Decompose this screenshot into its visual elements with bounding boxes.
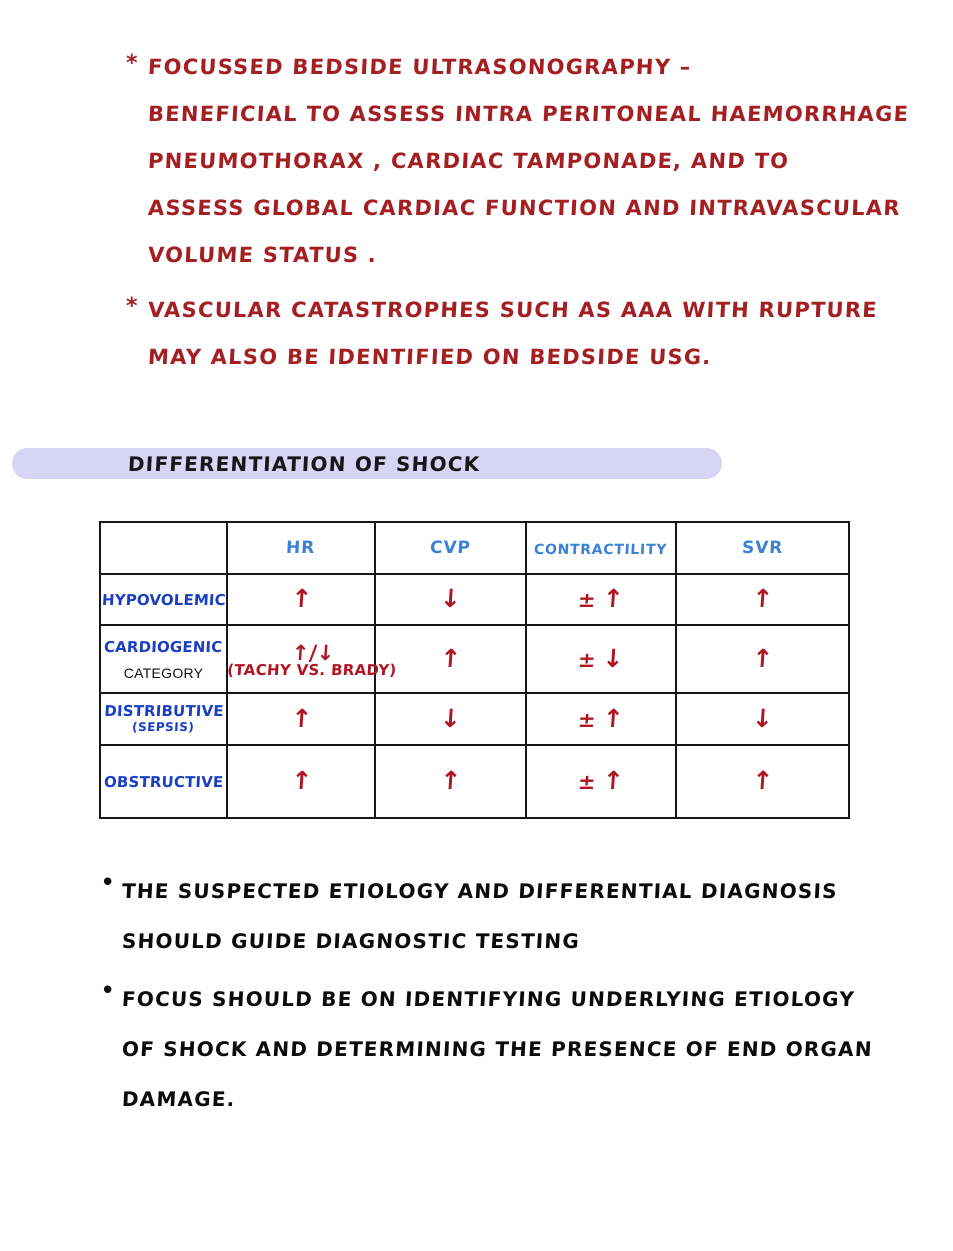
cell-value: ↑ <box>751 766 775 796</box>
cell-note: (TACHY VS. BRADY) <box>226 661 398 680</box>
cell-value <box>577 643 625 673</box>
dot-bullet-icon: • <box>100 868 116 898</box>
cell-value: ↑ <box>751 584 775 614</box>
row-header-distributive <box>100 693 227 745</box>
cell-obstructive-svr <box>676 745 849 818</box>
note-line: VOLUME STATUS . <box>147 243 378 267</box>
cell-value: ↓ <box>439 703 463 733</box>
cell-value <box>577 586 624 612</box>
cell-hypovolemic-contractility <box>526 574 676 625</box>
black-notes-block <box>100 866 920 1124</box>
note-bullet <box>100 866 920 966</box>
cell-arrow: ↑ <box>601 584 625 614</box>
cell-value: ↓ <box>439 584 463 614</box>
table-header-row <box>100 522 849 574</box>
shock-differentiation-table <box>99 521 850 819</box>
note-line: FOCUS SHOULD BE ON IDENTIFYING UNDERLYING ETIOLOGY <box>121 987 856 1011</box>
note-line: FOCUSSED BEDSIDE ULTRASONOGRAPHY – <box>147 55 693 79</box>
note-bullet <box>100 974 920 1124</box>
asterisk-bullet-icon: * <box>126 51 139 76</box>
plus-minus-symbol: ± <box>577 588 597 613</box>
table-row <box>100 745 849 818</box>
cell-obstructive-contractility <box>526 745 676 818</box>
table-row <box>100 574 849 625</box>
column-header-cvp <box>375 522 526 574</box>
table-row <box>100 625 849 693</box>
note-bullet <box>126 287 926 381</box>
note-bullet <box>126 44 926 279</box>
note-line: OF SHOCK AND DETERMINING THE PRESENCE OF END ORGAN <box>121 1037 874 1061</box>
cell-value: ↑ <box>439 766 463 796</box>
row-header-cardiogenic <box>100 625 227 693</box>
table-corner-cell <box>100 522 227 574</box>
cell-hypovolemic-cvp <box>375 574 526 625</box>
cell-value: ↑ <box>289 584 313 614</box>
cell-distributive-svr <box>676 693 849 745</box>
cell-arrow: ↑/↓ <box>290 640 336 665</box>
column-header-hr <box>227 522 375 574</box>
cell-value <box>227 639 399 679</box>
row-header-hypovolemic <box>100 574 227 625</box>
row-header-label: HYPOVOLEMIC <box>101 591 226 609</box>
note-line: SHOULD GUIDE DIAGNOSTIC TESTING <box>121 929 581 953</box>
column-header-svr <box>676 522 849 574</box>
cell-hypovolemic-svr <box>676 574 849 625</box>
column-header-label: CVP <box>429 538 472 558</box>
cell-cardiogenic-hr <box>226 625 398 693</box>
section-heading: DIFFERENTIATION OF SHOCK <box>127 452 482 476</box>
cell-arrow: ↑ <box>601 703 625 733</box>
cell-hypovolemic-hr <box>227 574 375 625</box>
table-row <box>100 693 849 745</box>
row-header-obstructive <box>100 745 227 818</box>
row-header-label: OBSTRUCTIVE <box>103 773 224 791</box>
dot-bullet-icon: • <box>100 976 116 1006</box>
row-header-label <box>103 703 224 734</box>
cell-cardiogenic-cvp <box>375 625 526 693</box>
note-line: BENEFICIAL TO ASSESS INTRA PERITONEAL HAEMORRHAGE <box>147 102 910 126</box>
note-line: PNEUMOTHORAX , CARDIAC TAMPONADE, AND TO <box>147 149 790 173</box>
cell-obstructive-cvp <box>375 745 526 818</box>
cell-value: ↓ <box>751 703 775 733</box>
column-header-contractility <box>526 522 676 574</box>
row-header-subtitle: (SEPSIS) <box>131 719 195 734</box>
cell-distributive-contractility <box>526 693 676 745</box>
column-header-label: CONTRACTILITY <box>534 541 668 558</box>
cell-value: ↑ <box>439 643 463 673</box>
note-line: MAY ALSO BE IDENTIFIED ON BEDSIDE USG. <box>147 345 713 369</box>
cell-obstructive-hr <box>227 745 375 818</box>
note-line: VASCULAR CATASTROPHES SUCH AS AAA WITH RUPTURE <box>147 298 879 322</box>
plus-minus-symbol: ± <box>577 647 597 672</box>
cell-distributive-hr <box>227 693 375 745</box>
cell-value: ↑ <box>289 766 313 796</box>
cell-cardiogenic-contractility <box>526 625 676 693</box>
note-line: ASSESS GLOBAL CARDIAC FUNCTION AND INTRAVASCULAR <box>147 196 902 220</box>
plus-minus-symbol: ± <box>577 707 597 732</box>
cell-value <box>577 703 625 733</box>
column-header-label: SVR <box>741 538 784 558</box>
row-header-label: CARDIOGENIC <box>103 638 224 656</box>
red-notes-block <box>126 44 926 381</box>
axis-label-category: CATEGORY <box>123 665 204 681</box>
cell-value: ↑ <box>289 703 313 733</box>
asterisk-bullet-icon: * <box>126 294 139 319</box>
cell-arrow: ↓ <box>601 643 625 673</box>
cell-value: ↑ <box>751 643 775 673</box>
cell-arrow: ↑ <box>601 766 625 796</box>
note-line: DAMAGE. <box>121 1087 237 1111</box>
cell-value <box>577 768 624 794</box>
row-header-text: DISTRIBUTIVE <box>103 702 224 721</box>
cell-cardiogenic-svr <box>676 625 849 693</box>
plus-minus-symbol: ± <box>577 770 597 795</box>
cell-distributive-cvp <box>375 693 526 745</box>
column-header-label: HR <box>285 538 317 558</box>
note-line: THE SUSPECTED ETIOLOGY AND DIFFERENTIAL DIAGNOSIS <box>121 879 839 903</box>
